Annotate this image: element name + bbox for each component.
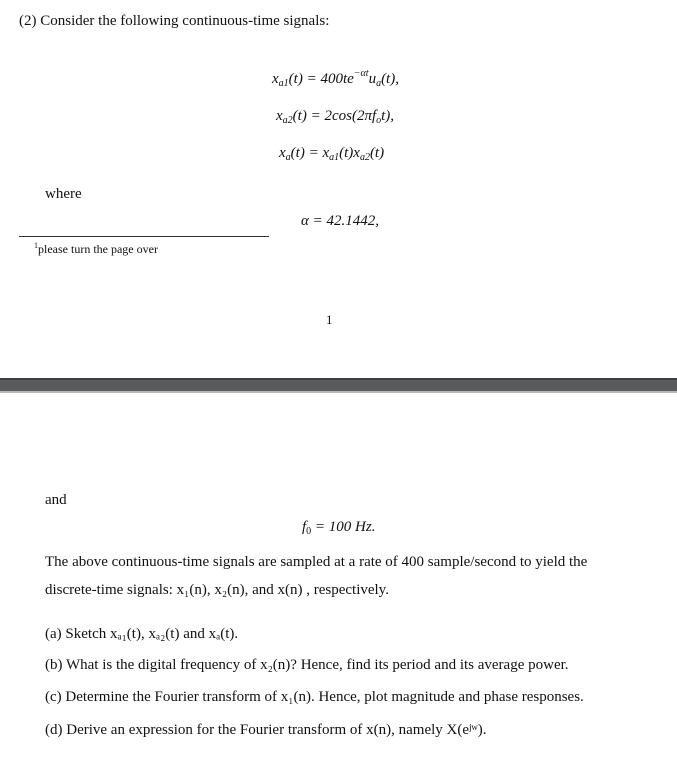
item-c: (c) Determine the Fourier transform of x₁(n). Hence, plot magnitude and phase responses.	[45, 689, 584, 705]
footnote	[34, 241, 158, 257]
eq3-mid-sub: a1	[329, 152, 340, 163]
eq2-f-sub: o	[376, 115, 382, 126]
eq1-lhs: x	[272, 71, 279, 87]
f0-symbol: f	[302, 519, 307, 535]
page-divider-top-edge	[0, 378, 677, 380]
eq1-end: (t),	[381, 71, 399, 87]
equation-xa2	[276, 108, 394, 126]
eq1-tail: u	[368, 71, 377, 87]
alpha-equation: α = 42.1442,	[301, 213, 379, 229]
eq1-exp: −αt	[353, 68, 369, 79]
f0-equation	[302, 519, 375, 537]
footnote-text: please turn the page over	[38, 242, 158, 256]
eq3-lhs: x	[279, 145, 286, 161]
eq3-mid2: (t)x	[339, 145, 360, 161]
f0-rest: = 100 Hz.	[311, 519, 376, 535]
item-d: (d) Derive an expression for the Fourier transform of x(n), namely X(eʲʷ).	[45, 722, 487, 738]
eq3-lhs-sub: a	[285, 152, 291, 163]
eq2-end: t),	[381, 108, 395, 124]
footnote-mark: 1	[34, 241, 38, 250]
and-label: and	[45, 492, 67, 508]
eq3-mid2-sub: a2	[359, 152, 370, 163]
item-a: (a) Sketch xₐ₁(t), xₐ₂(t) and xₐ(t).	[45, 626, 239, 642]
eq1-arg: (t) = 400te	[288, 71, 354, 87]
problem-header: (2) Consider the following continuous-time signals:	[19, 13, 330, 29]
f0-sub: 0	[306, 526, 312, 537]
eq2-lhs-sub: a2	[282, 115, 293, 126]
page-number: 1	[326, 312, 333, 327]
eq1-lhs-sub: a1	[278, 78, 289, 89]
eq2-lhs: x	[276, 108, 283, 124]
eq1-tail-sub: a	[376, 78, 382, 89]
equation-xa	[279, 145, 384, 163]
where-label: where	[45, 186, 82, 202]
eq3-end: (t)	[369, 145, 385, 161]
paragraph-line-1: The above continuous-time signals are sampled at a rate of 400 sample/second to yield the	[45, 554, 588, 570]
equation-xa1	[272, 68, 399, 89]
paragraph-line-2: discrete-time signals: x₁(n), x₂(n), and x(n) , respectively.	[45, 582, 389, 598]
eq3-mid: (t) = x	[290, 145, 330, 161]
footnote-rule	[19, 236, 269, 237]
eq2-rest: (t) = 2cos(2πf	[292, 108, 377, 124]
page-divider-bottom-edge	[0, 391, 677, 393]
item-b: (b) What is the digital frequency of x₂(n)? Hence, find its period and its average power.	[45, 657, 569, 673]
